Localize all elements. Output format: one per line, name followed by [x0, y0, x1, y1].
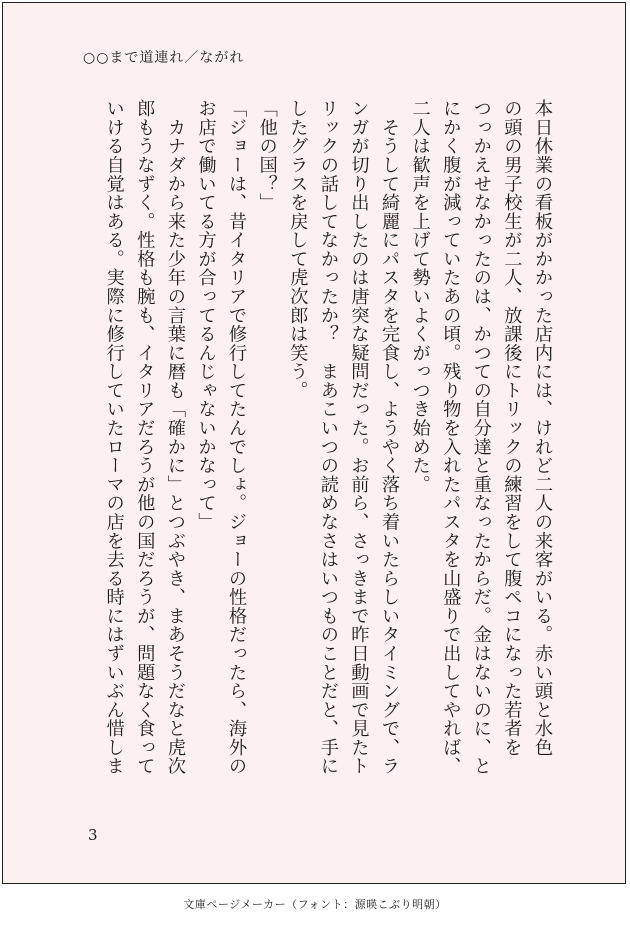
body-line: いける自覚はある。実際に修行していたローマの店を去る時にはずいぶん惜しま [103, 99, 125, 776]
body-line: にかく腹が減っていたあの頃。残り物を入れたパスタを山盛りで出してやれば、 [440, 99, 462, 776]
page-header-title: ○○まで道連れ／ながれ [83, 50, 245, 66]
body-line: カナダから来た少年の言葉に暦も「確かに」とつぶやき、まあそうだなと虎次 [164, 99, 186, 776]
body-line: 郎もうなずく。性格も腕も、イタリアだろうが他の国だろうが、問題なく食って [134, 99, 156, 776]
body-line: ンガが切り出したのは唐突な疑問だった。お前ら、さっきまで昨日動画で見たト [348, 99, 370, 776]
body-line: リックの話してなかったか？ まあこいつの読めなさはいつものことだと、手に [317, 99, 339, 776]
body-line: の頭の男子校生が二人、放課後にトリックの練習をして腹ペコになった若者を [501, 99, 523, 757]
body-line: したグラスを戻して虎次郎は笑う。 [287, 99, 309, 400]
body-line: 「ジョーは、昔イタリアで修行してたんでしょ。ジョーの性格だったら、海外の [226, 99, 248, 776]
footer-credit: 文庫ページメーカー（フォント：源暎こぶり明朝） [183, 898, 447, 911]
body-line: そうして綺麗にパスタを完食し、ようやく落ち着いたらしいタイミングで、ラ [379, 99, 401, 776]
book-page [2, 2, 626, 884]
body-line: 二人は歓声を上げて勢いよくがっつき始めた。 [409, 99, 431, 494]
vertical-body-text [98, 99, 557, 799]
body-line: お店で働いてる方が合ってるんじゃないかなって」 [195, 99, 217, 532]
page-number: 3 [88, 826, 98, 844]
body-line: 「他の国？」 [256, 99, 278, 212]
body-line: つっかえせなかったのは、かつての自分達と重なったからだ。金はないのに、と [470, 99, 492, 776]
body-line: 本日休業の看板がかかった店内には、けれど二人の来客がいる。赤い頭と水色 [532, 99, 553, 757]
